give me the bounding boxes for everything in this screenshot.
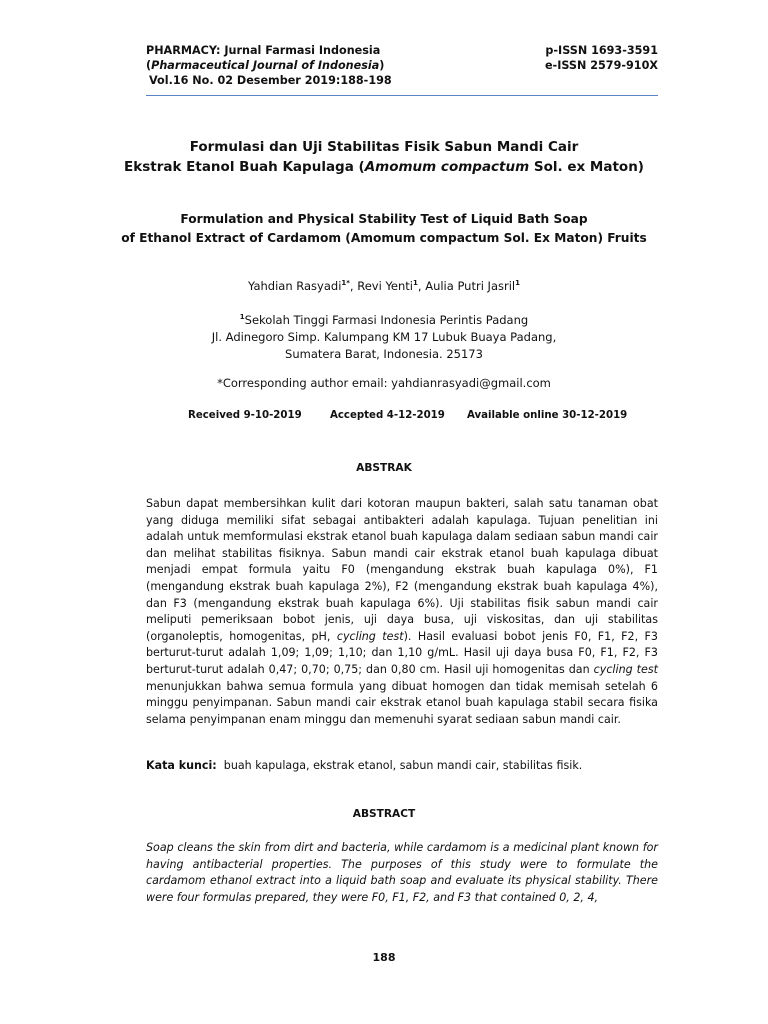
journal-name: PHARMACY: Jurnal Farmasi Indonesia — [146, 44, 381, 57]
available-date: Available online 30-12-2019 — [467, 410, 628, 421]
author-list: Yahdian Rasyadi$^{1*}$, Revi Yenti$^1$, Aulia Putri Jasril$^1$ — [248, 279, 520, 293]
e-issn: e-ISSN 2579-910X — [544, 59, 658, 72]
journal-info — [146, 43, 392, 88]
title-en-line2: of Ethanol Extract of Cardamom (Amomum compactum Sol. Ex Maton) Fruits — [121, 231, 647, 245]
title-indonesian — [0, 137, 768, 177]
abstrak-body: Sabun dapat membersihkan kulit dari kotoran maupun bakteri, salah satu tanaman obat yang diduga memiliki sifat sebagai antibakteri adalah kapulaga. Tujuan penelitian ini adalah untuk memformulasi ekstrak etanol buah kapulaga dalam sediaan sabun mandi cair dan melihat stabilitas fisiknya. Sabun mandi cair ekstrak etanol buah kapulaga dibuat menjadi empat formula yaitu F0 (mengandung ekstrak buah kapulaga 0%), F1 (mengandung ekstrak buah kapulaga 2%), F2 (mengandung ekstrak buah kapulaga 4%), dan F3 (mengandung ekstrak buah kapulaga 6%). Uji stabilitas fisik sabun mandi cair meliputi pemeriksaan bobot jenis, uji daya busa, uji viskositas, dan uji stabilitas (organoleptis, homogenitas, pH, cycling test). Hasil evaluasi bobot jenis F0, F1, F2, F3 berturut-turut adalah 1,09; 1,09; 1,10; dan 1,10 g/mL. Hasil uji daya busa F0, F1, F2, F3 berturut-turut adalah 0,47; 0,70; 0,75; dan 0,80 cm. Hasil uji homogenitas dan cycling test menunjukkan bahwa semua formula yang dibuat homogen dan tidak memisah setelah 6 minggu penyimpanan. Sabun mandi cair ekstrak etanol buah kapulaga stabil secara fisika selama penyimpanan enam minggu dan memenuhi syarat sediaan sabun mandi cair. — [146, 497, 658, 726]
corresponding-author: *Corresponding author email: yahdianrasyadi@gmail.com — [217, 376, 551, 390]
title-id-line2: Ekstrak Etanol Buah Kapulaga (Amomum compactum Sol. ex Maton) — [124, 159, 644, 175]
abstrak-heading: ABSTRAK — [356, 462, 412, 474]
title-id-line1: Formulasi dan Uji Stabilitas Fisik Sabun Mandi Cair — [189, 139, 579, 155]
title-en-line1: Formulation and Physical Stability Test of Liquid Bath Soap — [180, 212, 588, 226]
received-date: Received 9-10-2019 — [188, 410, 302, 421]
title-english — [0, 210, 768, 248]
abstract-heading: ABSTRACT — [352, 808, 416, 820]
page-number: 188 — [372, 951, 396, 964]
keywords-label: Kata kunci: — [146, 759, 217, 772]
affiliation-line1: $^1$Sekolah Tinggi Farmasi Indonesia Perintis Padang — [239, 312, 529, 327]
p-issn: p-ISSN 1693-3591 — [545, 44, 658, 57]
journal-subtitle: (Pharmaceutical Journal of Indonesia) — [146, 59, 385, 72]
header-divider — [146, 95, 658, 96]
keywords — [146, 759, 658, 772]
journal-volume: Vol.16 No. 02 Desember 2019:188-198 — [149, 74, 392, 87]
accepted-date: Accepted 4-12-2019 — [330, 410, 445, 421]
affiliation-line2: Jl. Adinegoro Simp. Kalumpang KM 17 Lubuk Buaya Padang, — [211, 329, 557, 344]
issn-block — [545, 43, 658, 73]
abstract-body: Soap cleans the skin from dirt and bacteria, while cardamom is a medicinal plant known for having antibacterial properties. The purposes of this study were to formulate the cardamom ethanol extract into a liquid bath soap and evaluate its physical stability. There were four formulas prepared, they were F0, F1, F2, and F3 that contained 0, 2, 4, — [146, 841, 658, 904]
affiliation — [0, 309, 768, 363]
affiliation-line3: Sumatera Barat, Indonesia. 25173 — [285, 346, 483, 361]
keywords-text: buah kapulaga, ekstrak etanol, sabun mandi cair, stabilitas fisik. — [216, 759, 583, 772]
